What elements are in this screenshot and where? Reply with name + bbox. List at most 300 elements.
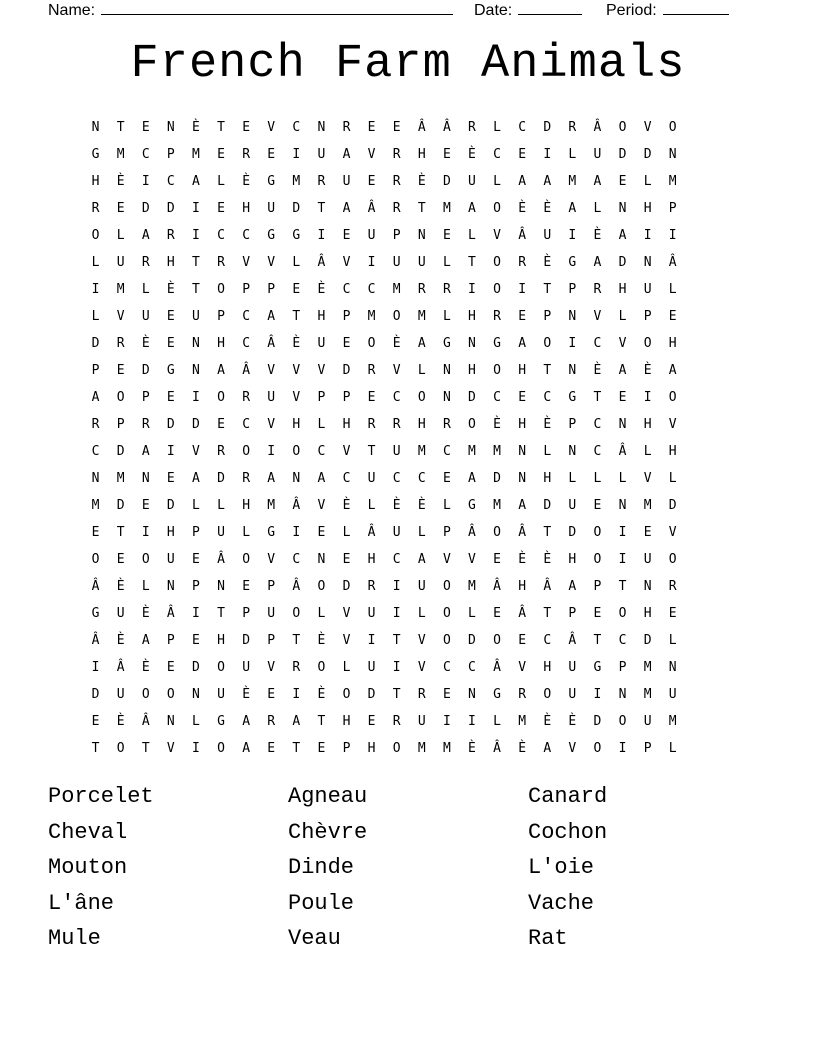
grid-letter[interactable]: V <box>668 417 677 432</box>
grid-letter[interactable]: P <box>593 579 602 594</box>
grid-letter[interactable]: C <box>317 444 326 459</box>
grid-letter[interactable]: P <box>166 147 175 162</box>
grid-letter[interactable]: L <box>668 282 677 297</box>
grid-letter[interactable]: C <box>292 552 301 567</box>
grid-letter[interactable]: M <box>643 498 652 513</box>
grid-letter[interactable]: O <box>668 120 677 135</box>
grid-letter[interactable]: D <box>192 660 200 675</box>
grid-letter[interactable]: L <box>618 309 627 324</box>
grid-letter[interactable]: G <box>91 147 100 162</box>
grid-letter[interactable]: Â <box>141 714 150 729</box>
grid-letter[interactable]: P <box>442 525 451 540</box>
grid-letter[interactable]: È <box>116 174 125 189</box>
grid-letter[interactable]: T <box>367 444 376 459</box>
grid-letter[interactable]: V <box>392 363 401 378</box>
grid-letter[interactable]: V <box>518 660 527 675</box>
grid-letter[interactable]: P <box>267 633 276 648</box>
grid-letter[interactable]: N <box>166 714 175 729</box>
grid-letter[interactable]: I <box>392 606 401 621</box>
grid-letter[interactable]: M <box>292 174 301 189</box>
grid-letter[interactable]: I <box>367 633 376 648</box>
grid-letter[interactable]: R <box>267 714 276 729</box>
grid-letter[interactable]: N <box>417 228 426 243</box>
grid-letter[interactable]: D <box>217 471 225 486</box>
grid-letter[interactable]: E <box>342 552 351 567</box>
grid-letter[interactable]: Â <box>668 255 677 270</box>
grid-letter[interactable]: A <box>141 444 150 459</box>
grid-letter[interactable]: M <box>518 714 527 729</box>
grid-letter[interactable]: A <box>518 336 527 351</box>
grid-letter[interactable]: P <box>342 309 351 324</box>
grid-letter[interactable]: E <box>518 633 527 648</box>
grid-letter[interactable]: D <box>141 363 150 378</box>
grid-letter[interactable]: U <box>417 579 426 594</box>
grid-letter[interactable]: L <box>417 363 426 378</box>
grid-letter[interactable]: Â <box>91 633 100 648</box>
grid-letter[interactable]: E <box>192 633 200 648</box>
grid-letter[interactable]: È <box>192 120 200 135</box>
grid-letter[interactable]: E <box>367 174 376 189</box>
grid-letter[interactable]: A <box>192 174 200 189</box>
grid-letter[interactable]: T <box>217 606 225 621</box>
grid-letter[interactable]: N <box>518 471 527 486</box>
grid-letter[interactable]: È <box>417 174 426 189</box>
grid-letter[interactable]: I <box>192 201 200 216</box>
grid-letter[interactable]: O <box>217 390 225 405</box>
grid-letter[interactable]: U <box>116 606 125 621</box>
grid-letter[interactable]: E <box>493 552 501 567</box>
grid-letter[interactable]: Â <box>493 579 501 594</box>
grid-letter[interactable]: I <box>367 255 376 270</box>
grid-letter[interactable]: R <box>392 417 401 432</box>
grid-letter[interactable]: Â <box>442 120 451 135</box>
grid-letter[interactable]: O <box>217 660 225 675</box>
grid-letter[interactable]: A <box>568 579 577 594</box>
grid-letter[interactable]: T <box>292 309 301 324</box>
grid-letter[interactable]: P <box>392 228 401 243</box>
grid-letter[interactable]: E <box>618 390 627 405</box>
grid-letter[interactable]: L <box>618 471 627 486</box>
grid-letter[interactable]: V <box>342 255 351 270</box>
grid-letter[interactable]: G <box>267 525 276 540</box>
grid-letter[interactable]: N <box>568 309 577 324</box>
grid-letter[interactable]: N <box>668 660 677 675</box>
grid-letter[interactable]: È <box>593 363 602 378</box>
grid-letter[interactable]: P <box>192 525 200 540</box>
grid-letter[interactable]: L <box>192 498 200 513</box>
grid-letter[interactable]: U <box>643 714 652 729</box>
grid-letter[interactable]: H <box>643 417 652 432</box>
grid-letter[interactable]: G <box>442 336 451 351</box>
grid-letter[interactable]: U <box>392 444 401 459</box>
grid-letter[interactable]: O <box>593 552 602 567</box>
grid-letter[interactable]: H <box>242 498 251 513</box>
grid-letter[interactable]: I <box>618 741 627 756</box>
grid-letter[interactable]: G <box>267 228 276 243</box>
grid-letter[interactable]: I <box>141 525 150 540</box>
grid-letter[interactable]: U <box>267 390 276 405</box>
grid-letter[interactable]: E <box>166 336 175 351</box>
grid-letter[interactable]: D <box>166 201 175 216</box>
grid-letter[interactable]: E <box>267 147 276 162</box>
grid-letter[interactable]: H <box>367 741 376 756</box>
grid-letter[interactable]: U <box>568 660 577 675</box>
grid-letter[interactable]: U <box>166 552 175 567</box>
grid-letter[interactable]: L <box>417 525 426 540</box>
grid-letter[interactable]: È <box>317 282 326 297</box>
grid-letter[interactable]: V <box>242 255 251 270</box>
grid-letter[interactable]: T <box>192 282 200 297</box>
grid-letter[interactable]: E <box>342 228 351 243</box>
grid-letter[interactable]: H <box>317 309 326 324</box>
grid-letter[interactable]: L <box>468 228 476 243</box>
grid-letter[interactable]: È <box>317 633 326 648</box>
grid-letter[interactable]: Â <box>242 363 251 378</box>
grid-letter[interactable]: T <box>593 390 602 405</box>
grid-letter[interactable]: V <box>668 525 677 540</box>
grid-letter[interactable]: H <box>668 444 677 459</box>
grid-letter[interactable]: È <box>392 498 401 513</box>
grid-letter[interactable]: G <box>292 228 301 243</box>
grid-letter[interactable]: O <box>442 579 451 594</box>
grid-letter[interactable]: H <box>91 174 100 189</box>
grid-letter[interactable]: C <box>91 444 100 459</box>
grid-letter[interactable]: G <box>568 390 577 405</box>
grid-letter[interactable]: A <box>618 228 627 243</box>
grid-letter[interactable]: A <box>141 633 150 648</box>
grid-letter[interactable]: I <box>568 228 577 243</box>
grid-letter[interactable]: A <box>267 471 276 486</box>
grid-letter[interactable]: V <box>643 471 652 486</box>
grid-letter[interactable]: V <box>267 417 276 432</box>
grid-letter[interactable]: È <box>392 336 401 351</box>
grid-letter[interactable]: E <box>493 606 501 621</box>
grid-letter[interactable]: R <box>593 282 602 297</box>
grid-letter[interactable]: E <box>442 471 451 486</box>
grid-letter[interactable]: V <box>267 660 276 675</box>
grid-letter[interactable]: C <box>217 228 225 243</box>
grid-letter[interactable]: L <box>242 525 251 540</box>
grid-letter[interactable]: H <box>668 336 677 351</box>
grid-letter[interactable]: D <box>568 525 577 540</box>
grid-letter[interactable]: G <box>568 255 577 270</box>
grid-letter[interactable]: L <box>317 417 326 432</box>
grid-letter[interactable]: È <box>292 336 301 351</box>
grid-letter[interactable]: P <box>643 309 652 324</box>
grid-letter[interactable]: D <box>242 633 251 648</box>
grid-letter[interactable]: N <box>568 363 577 378</box>
grid-letter[interactable]: M <box>267 498 276 513</box>
grid-letter[interactable]: È <box>643 363 652 378</box>
grid-letter[interactable]: C <box>242 417 251 432</box>
grid-letter[interactable]: I <box>643 390 652 405</box>
date-field[interactable] <box>474 0 582 20</box>
grid-letter[interactable]: D <box>116 444 125 459</box>
grid-letter[interactable]: H <box>518 417 527 432</box>
grid-letter[interactable]: U <box>317 147 326 162</box>
grid-letter[interactable]: L <box>568 471 577 486</box>
grid-letter[interactable]: U <box>192 309 200 324</box>
grid-letter[interactable]: R <box>166 228 175 243</box>
grid-letter[interactable]: Â <box>518 228 527 243</box>
grid-letter[interactable]: O <box>442 606 451 621</box>
grid-letter[interactable]: N <box>166 579 175 594</box>
grid-letter[interactable]: R <box>116 336 125 351</box>
grid-letter[interactable]: N <box>618 498 627 513</box>
grid-letter[interactable]: M <box>442 741 451 756</box>
grid-letter[interactable]: T <box>292 633 301 648</box>
grid-letter[interactable]: V <box>643 120 652 135</box>
grid-letter[interactable]: I <box>192 606 200 621</box>
grid-letter[interactable]: L <box>292 255 301 270</box>
grid-letter[interactable]: R <box>367 579 376 594</box>
grid-letter[interactable]: È <box>166 282 175 297</box>
grid-letter[interactable]: R <box>392 201 401 216</box>
grid-letter[interactable]: P <box>192 579 200 594</box>
grid-letter[interactable]: O <box>493 633 501 648</box>
grid-letter[interactable]: Â <box>367 525 376 540</box>
grid-letter[interactable]: E <box>166 471 175 486</box>
grid-letter[interactable]: C <box>242 336 251 351</box>
grid-letter[interactable]: I <box>392 660 401 675</box>
grid-letter[interactable]: O <box>317 660 326 675</box>
grid-letter[interactable]: U <box>668 687 677 702</box>
grid-letter[interactable]: G <box>493 687 501 702</box>
grid-letter[interactable]: E <box>518 309 527 324</box>
grid-letter[interactable]: È <box>116 633 125 648</box>
grid-letter[interactable]: T <box>192 255 200 270</box>
grid-letter[interactable]: V <box>267 363 276 378</box>
grid-letter[interactable]: V <box>342 444 351 459</box>
grid-letter[interactable]: P <box>267 282 276 297</box>
grid-letter[interactable]: T <box>468 255 476 270</box>
grid-letter[interactable]: C <box>292 120 301 135</box>
grid-letter[interactable]: R <box>91 417 100 432</box>
grid-letter[interactable]: T <box>141 741 150 756</box>
grid-letter[interactable]: O <box>392 309 401 324</box>
grid-letter[interactable]: H <box>643 201 652 216</box>
grid-letter[interactable]: V <box>166 741 175 756</box>
grid-letter[interactable]: E <box>141 498 150 513</box>
grid-letter[interactable]: O <box>618 120 627 135</box>
grid-letter[interactable]: L <box>442 255 451 270</box>
grid-letter[interactable]: È <box>116 714 125 729</box>
grid-letter[interactable]: A <box>242 741 251 756</box>
grid-letter[interactable]: È <box>141 660 150 675</box>
grid-letter[interactable]: Â <box>292 498 301 513</box>
grid-letter[interactable]: E <box>593 606 602 621</box>
grid-letter[interactable]: H <box>292 417 301 432</box>
grid-letter[interactable]: P <box>267 579 276 594</box>
grid-letter[interactable]: L <box>417 606 426 621</box>
grid-letter[interactable]: M <box>392 282 401 297</box>
grid-letter[interactable]: A <box>317 471 326 486</box>
grid-letter[interactable]: V <box>342 606 351 621</box>
grid-letter[interactable]: L <box>593 471 602 486</box>
grid-letter[interactable]: C <box>392 552 401 567</box>
grid-letter[interactable]: L <box>317 606 326 621</box>
grid-letter[interactable]: C <box>618 633 627 648</box>
grid-letter[interactable]: A <box>417 336 426 351</box>
grid-letter[interactable]: N <box>468 687 476 702</box>
grid-letter[interactable]: E <box>91 525 100 540</box>
grid-letter[interactable]: U <box>392 525 401 540</box>
grid-letter[interactable]: O <box>392 741 401 756</box>
grid-letter[interactable]: È <box>543 417 552 432</box>
grid-letter[interactable]: E <box>392 120 401 135</box>
grid-letter[interactable]: L <box>192 714 200 729</box>
grid-letter[interactable]: M <box>116 471 125 486</box>
grid-letter[interactable]: M <box>116 147 125 162</box>
grid-letter[interactable]: O <box>217 282 225 297</box>
grid-letter[interactable]: E <box>342 336 351 351</box>
grid-letter[interactable]: G <box>166 363 175 378</box>
grid-letter[interactable]: T <box>543 525 552 540</box>
grid-letter[interactable]: R <box>317 174 326 189</box>
grid-letter[interactable]: M <box>417 741 426 756</box>
grid-letter[interactable]: N <box>166 120 175 135</box>
grid-letter[interactable]: H <box>468 309 476 324</box>
grid-letter[interactable]: E <box>116 552 125 567</box>
grid-letter[interactable]: Â <box>217 552 225 567</box>
grid-letter[interactable]: H <box>618 282 627 297</box>
grid-letter[interactable]: E <box>367 390 376 405</box>
grid-letter[interactable]: O <box>116 741 125 756</box>
grid-letter[interactable]: M <box>643 660 652 675</box>
grid-letter[interactable]: È <box>317 687 326 702</box>
grid-letter[interactable]: N <box>568 444 577 459</box>
grid-letter[interactable]: I <box>267 444 276 459</box>
grid-letter[interactable]: I <box>192 390 200 405</box>
grid-letter[interactable]: T <box>292 741 301 756</box>
grid-letter[interactable]: È <box>593 228 602 243</box>
grid-letter[interactable]: R <box>91 201 100 216</box>
grid-letter[interactable]: O <box>217 741 225 756</box>
grid-letter[interactable]: R <box>417 687 426 702</box>
grid-letter[interactable]: A <box>267 309 276 324</box>
grid-letter[interactable]: V <box>442 552 451 567</box>
grid-letter[interactable]: P <box>568 417 577 432</box>
grid-letter[interactable]: È <box>242 174 251 189</box>
period-field[interactable] <box>606 0 729 20</box>
grid-letter[interactable]: O <box>643 336 652 351</box>
grid-letter[interactable]: R <box>242 147 251 162</box>
grid-letter[interactable]: T <box>618 579 627 594</box>
grid-letter[interactable]: C <box>493 147 501 162</box>
grid-letter[interactable]: V <box>568 741 577 756</box>
grid-letter[interactable]: H <box>568 552 577 567</box>
grid-letter[interactable]: C <box>242 228 251 243</box>
grid-letter[interactable]: E <box>166 660 175 675</box>
grid-letter[interactable]: N <box>618 417 627 432</box>
grid-letter[interactable]: N <box>442 390 451 405</box>
grid-letter[interactable]: C <box>543 390 552 405</box>
grid-letter[interactable]: D <box>342 363 351 378</box>
grid-letter[interactable]: È <box>543 714 552 729</box>
grid-letter[interactable]: C <box>518 120 527 135</box>
grid-letter[interactable]: N <box>442 363 451 378</box>
grid-letter[interactable]: M <box>367 309 376 324</box>
grid-letter[interactable]: È <box>518 552 527 567</box>
grid-letter[interactable]: V <box>342 633 351 648</box>
grid-letter[interactable]: I <box>292 525 301 540</box>
grid-letter[interactable]: Â <box>618 444 627 459</box>
grid-letter[interactable]: O <box>593 525 602 540</box>
grid-letter[interactable]: R <box>342 120 351 135</box>
grid-letter[interactable]: L <box>91 309 100 324</box>
grid-letter[interactable]: E <box>668 309 677 324</box>
grid-letter[interactable]: D <box>192 417 200 432</box>
grid-letter[interactable]: O <box>442 633 451 648</box>
grid-letter[interactable]: N <box>141 471 150 486</box>
grid-letter[interactable]: È <box>468 741 476 756</box>
grid-letter[interactable]: U <box>141 309 150 324</box>
grid-letter[interactable]: A <box>417 552 426 567</box>
grid-letter[interactable]: T <box>392 633 401 648</box>
grid-letter[interactable]: E <box>317 741 326 756</box>
grid-letter[interactable]: L <box>543 444 552 459</box>
grid-letter[interactable]: L <box>91 255 100 270</box>
grid-letter[interactable]: I <box>618 525 627 540</box>
grid-letter[interactable]: O <box>91 552 100 567</box>
grid-letter[interactable]: L <box>493 174 501 189</box>
grid-letter[interactable]: U <box>342 174 351 189</box>
grid-letter[interactable]: H <box>217 633 225 648</box>
grid-letter[interactable]: P <box>568 282 577 297</box>
grid-letter[interactable]: D <box>91 687 100 702</box>
grid-letter[interactable]: P <box>141 390 150 405</box>
grid-letter[interactable]: D <box>618 147 627 162</box>
grid-letter[interactable]: I <box>643 228 652 243</box>
grid-letter[interactable]: L <box>367 498 376 513</box>
grid-letter[interactable]: D <box>141 201 150 216</box>
grid-letter[interactable]: V <box>292 390 301 405</box>
grid-letter[interactable]: E <box>217 147 225 162</box>
grid-letter[interactable]: E <box>267 741 276 756</box>
grid-letter[interactable]: H <box>166 525 175 540</box>
grid-letter[interactable]: U <box>367 606 376 621</box>
grid-letter[interactable]: I <box>192 741 200 756</box>
grid-letter[interactable]: E <box>217 201 225 216</box>
grid-letter[interactable]: O <box>367 336 376 351</box>
grid-letter[interactable]: U <box>367 228 376 243</box>
grid-letter[interactable]: H <box>468 363 476 378</box>
grid-letter[interactable]: C <box>342 471 351 486</box>
grid-letter[interactable]: R <box>518 687 527 702</box>
grid-letter[interactable]: E <box>317 525 326 540</box>
grid-letter[interactable]: O <box>141 687 150 702</box>
grid-letter[interactable]: U <box>643 282 652 297</box>
grid-letter[interactable]: A <box>618 363 627 378</box>
grid-letter[interactable]: H <box>518 363 527 378</box>
grid-letter[interactable]: H <box>342 417 351 432</box>
grid-letter[interactable]: Â <box>267 336 276 351</box>
grid-letter[interactable]: U <box>643 552 652 567</box>
grid-letter[interactable]: E <box>166 309 175 324</box>
grid-letter[interactable]: N <box>618 687 627 702</box>
grid-letter[interactable]: A <box>468 201 476 216</box>
grid-letter[interactable]: N <box>192 687 200 702</box>
name-field[interactable] <box>48 0 453 20</box>
grid-letter[interactable]: A <box>518 498 527 513</box>
grid-letter[interactable]: A <box>593 255 602 270</box>
grid-letter[interactable]: O <box>493 255 501 270</box>
grid-letter[interactable]: H <box>217 336 225 351</box>
grid-letter[interactable]: R <box>242 471 251 486</box>
grid-letter[interactable]: E <box>367 714 376 729</box>
grid-letter[interactable]: C <box>417 471 426 486</box>
grid-letter[interactable]: E <box>242 579 251 594</box>
